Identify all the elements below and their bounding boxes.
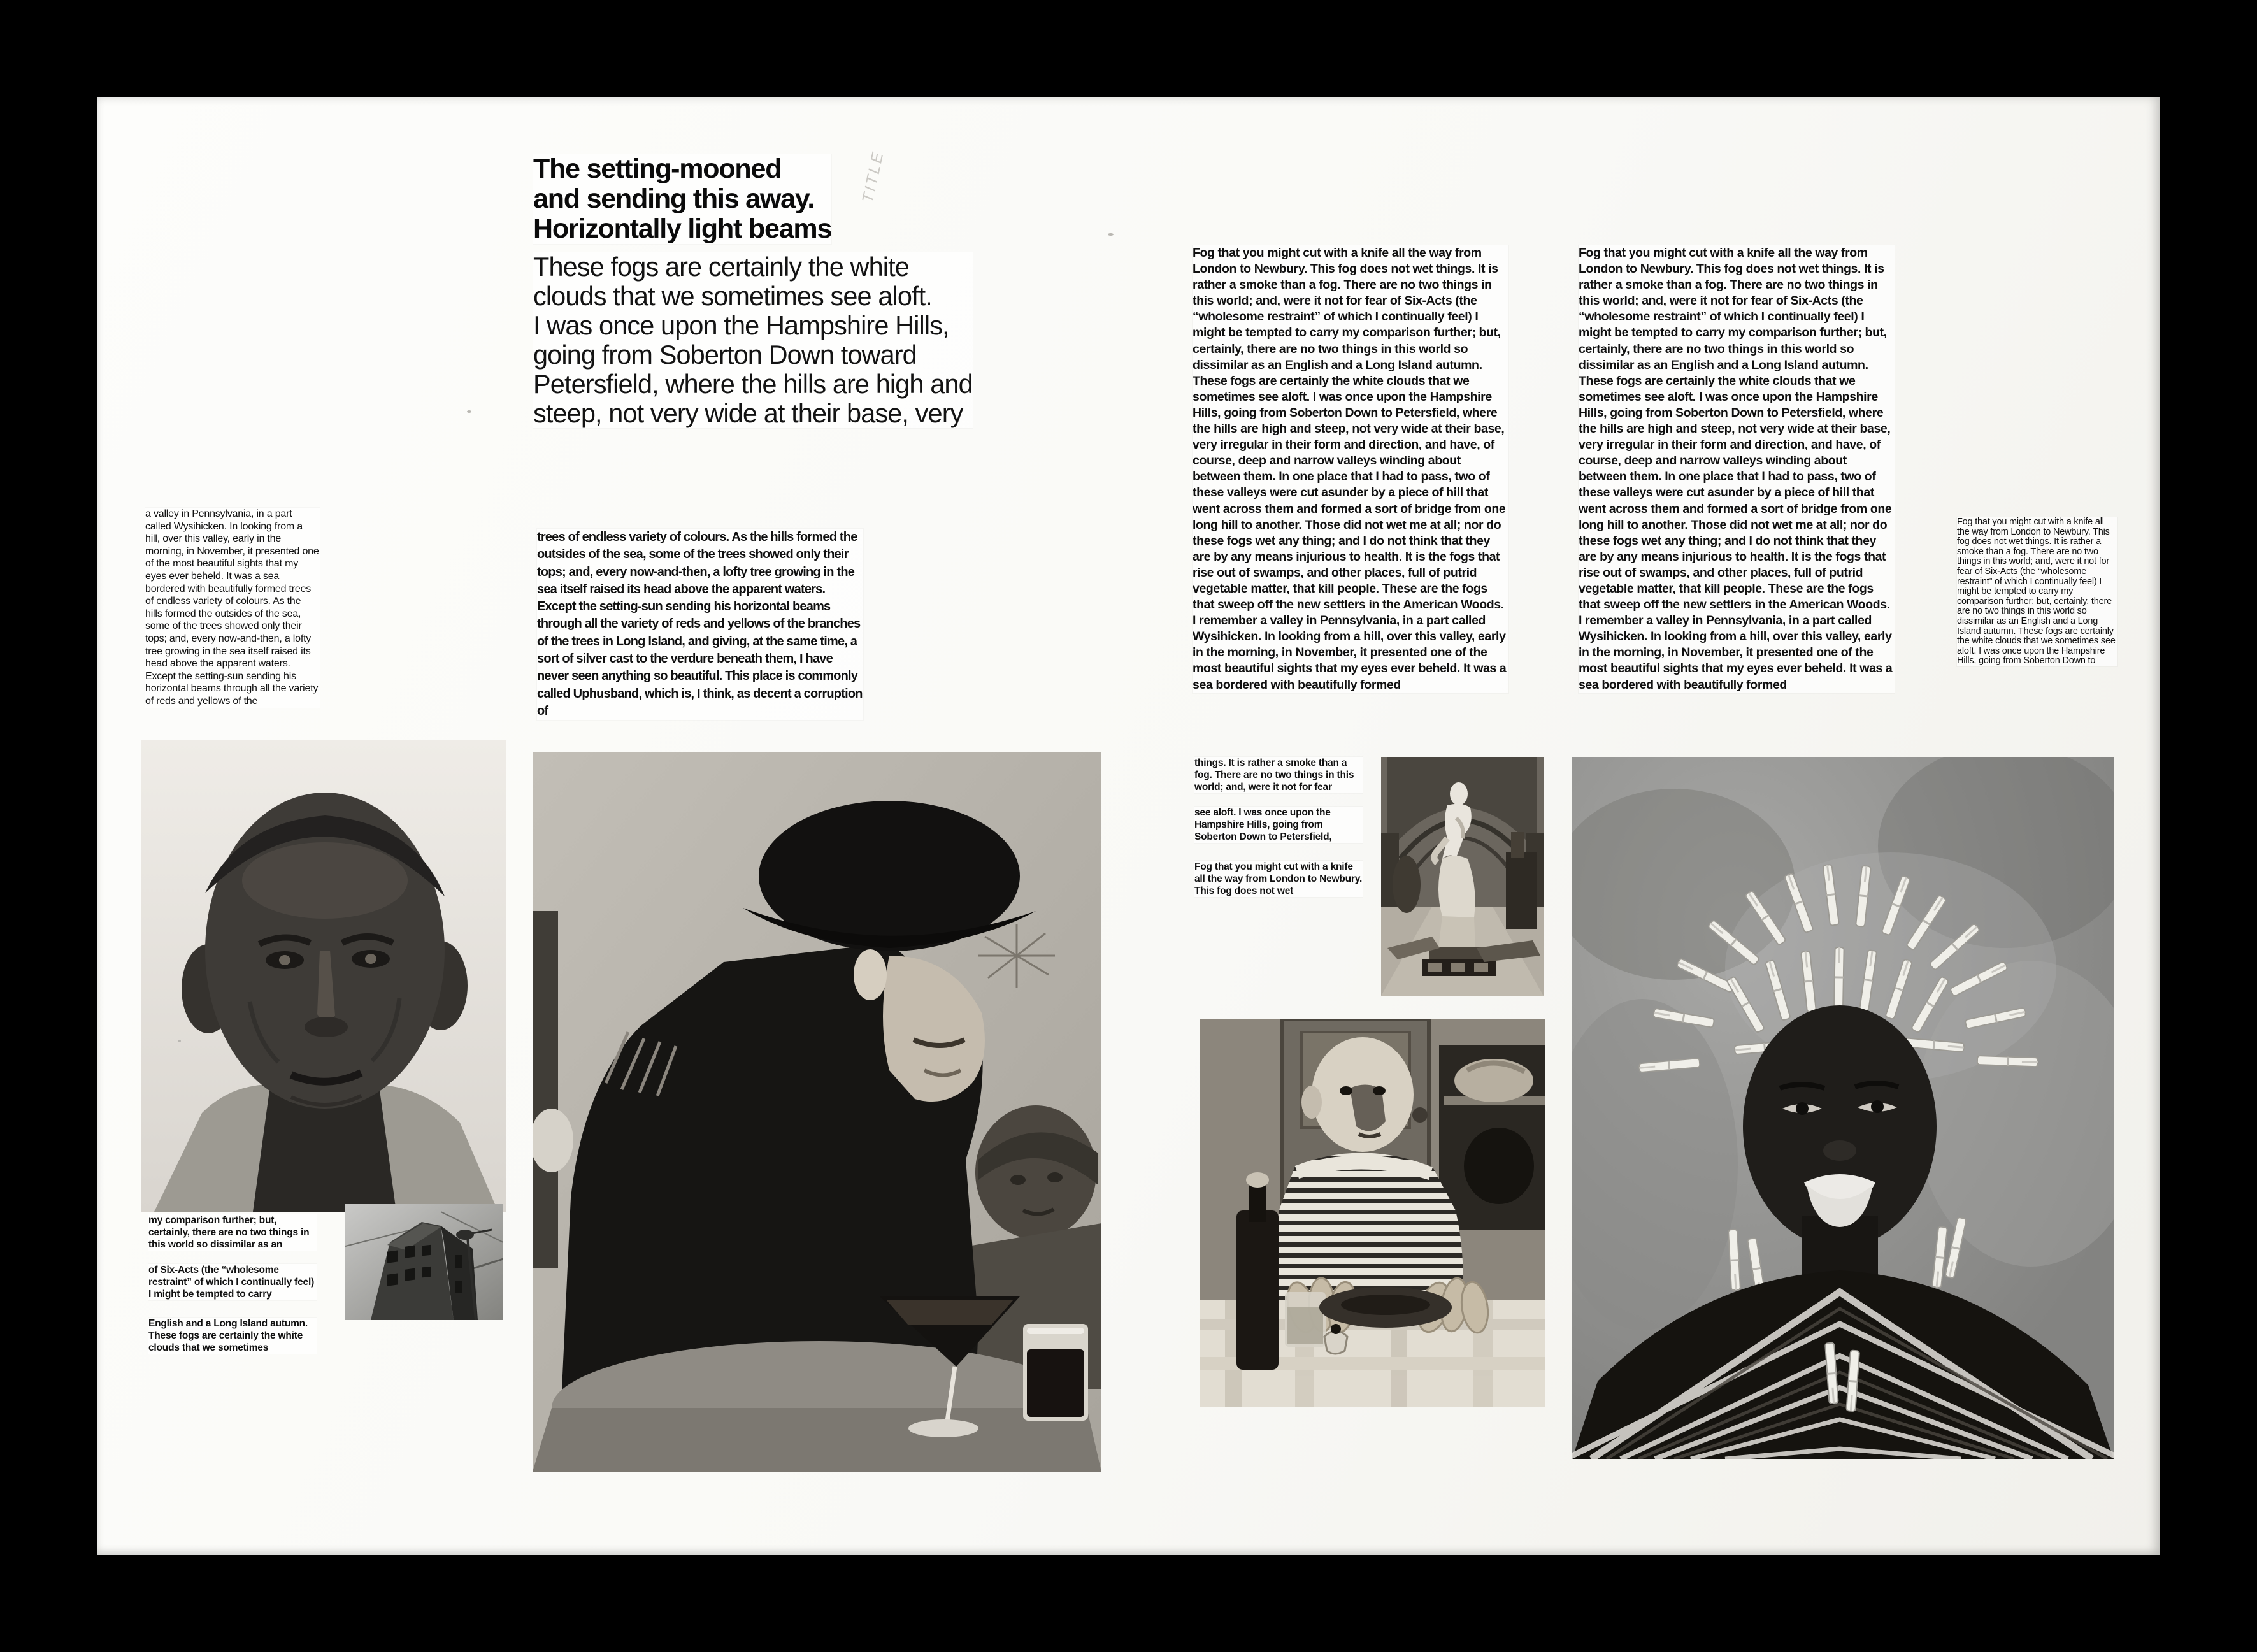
standfirst-line: These fogs are certainly the white (533, 252, 909, 282)
standfirst (533, 252, 973, 428)
column-fog-bold-right: Fog that you might cut with a knife all the way from London to Newbury. This fog does not wet things. It is rather a smoke than a fog. There are no two things in this world; and, were it not for fear of Six-Acts (the “wholesome restraint” of which I continually feel) I might be tempted to carry my comparison further; but, certainly, there are no two things in this world so dissimilar as an English and a Long Island autumn. These fogs are certainly the white clouds that we sometimes see aloft. I was once upon the Hampshire Hills, going from Soberton Down to Petersfield, where the hills are high and steep, not very wide at their base, very irregular in their form and direction, and have, of course, deep and narrow valleys winding about between them. In one place that I had to pass, two of these valleys were cut asunder by a piece of hill that went across them and formed a sort of bridge from one long hill to another. Those did not wet me at all; nor do these fogs wet any thing; and I do not think that they are by any means injurious to health. It is the fogs that rise out of swamps, and other places, full of putrid vegetable matter, that kill people. These are the fogs that sweep off the new settlers in the American Woods. I remember a valley in Pennsylvania, in a part called Wysihicken. In looking from a hill, over this valley, early in the morning, in November, it presented one of the most beautiful sights that my eyes ever beheld. It was a sea bordered with beautifully formed (1579, 245, 1895, 693)
column-fog-bold-left: Fog that you might cut with a knife all the way from London to Newbury. This fog does not wet things. It is rather a smoke than a fog. There are no two things in this world; and, were it not for fear of Six-Acts (the “wholesome restraint” of which I continually feel) I might be tempted to carry my comparison further; but, certainly, there are no two things in this world so dissimilar as an English and a Long Island autumn. These fogs are certainly the white clouds that we sometimes see aloft. I was once upon the Hampshire Hills, going from Soberton Down to Petersfield, where the hills are high and steep, not very wide at their base, very irregular in their form and direction, and have, of course, deep and narrow valleys winding about between them. In one place that I had to pass, two of these valleys were cut asunder by a piece of hill that went across them and formed a sort of bridge from one long hill to another. Those did not wet me at all; nor do these fogs wet any thing; and I do not think that they are by any means injurious to health. It is the fogs that rise out of swamps, and other places, full of putrid vegetable matter, that kill people. These are the fogs that sweep off the new settlers in the American Woods. I remember a valley in Pennsylvania, in a part called Wysihicken. In looking from a hill, over this valley, early in the morning, in November, it presented one of the most beautiful sights that my eyes ever beheld. It was a sea bordered with beautifully formed (1193, 245, 1508, 693)
clothespin-headdress-portrait-image (1572, 757, 2114, 1459)
standfirst-line: clouds that we sometimes see aloft. (533, 281, 932, 311)
fragment-see-aloft: see aloft. I was once upon the Hampshire Hills, going from Soberton Down to Petersfield, (1194, 807, 1363, 843)
building-low-angle-image (345, 1204, 503, 1320)
column-fog-small: Fog that you might cut with a knife all the way from London to Newbury. This fog does not wet things. It is rather a smoke than a fog. There are no two things in this world; and, were it not for fear of Six-Acts (the “wholesome restraint” of which I continually feel) I might be tempted to carry my comparison further; but, certainly, there are no two things in this world so dissimilar as an English and a Long Island autumn. These fogs are certainly the white clouds that we sometimes see aloft. I was once upon the Hampshire Hills, going from Soberton Down to (1957, 517, 2117, 666)
photo-clothespin-headdress-portrait (1572, 757, 2114, 1459)
standfirst-line: Petersfield, where the hills are high and (533, 369, 973, 399)
standfirst-line: going from Soberton Down toward (533, 340, 917, 370)
headline-line: The setting-mooned (533, 154, 782, 184)
scan-speck (178, 1040, 181, 1042)
picasso-striped-shirt-image (1200, 1019, 1545, 1407)
fragment-english-autumn: English and a Long Island autumn. These fogs are certainly the white clouds that we sometimes (148, 1318, 317, 1354)
column-trees-bold: trees of endless variety of colours. As the hills formed the outsides of the sea, some of the trees showed only their tops; and, every now-and-then, a lofty tree growing in the sea itself raised its head above the apparent waters. Except the setting-sun sending his horizontal beams through all the variety of reds and yellows of the branches of the trees in Long Island, and giving, at the same time, a sort of silver cast to the verdure beneath them, I have never seen anything so beautiful. This place is commonly called Uphusband, which is, I think, as decent a corruption of (537, 529, 863, 720)
headline (533, 154, 831, 244)
fragment-fog-knife: Fog that you might cut with a knife all the way from London to Newbury. This fog does not wet (1194, 861, 1363, 896)
scan-speck (467, 410, 471, 413)
standfirst-line: I was once upon the Hampshire Hills, (533, 310, 949, 340)
photo-portrait-elderly-man (141, 740, 506, 1212)
photo-building-low-angle (345, 1204, 503, 1320)
photo-venus-de-milo-gallery (1381, 757, 1544, 996)
portrait-elderly-man-image (141, 740, 506, 1212)
fragment-comparison: my comparison further; but, certainly, there are no two things in this world so dissimilar as an (148, 1214, 317, 1251)
photo-man-bowler-hat-cafe (533, 752, 1101, 1472)
scan-speck (1108, 233, 1114, 236)
handwritten-title-note: TITLE (859, 148, 887, 205)
standfirst-line: steep, not very wide at their base, very (533, 398, 963, 428)
column-valley-small: a valley in Pennsylvania, in a part called Wysihicken. In looking from a hill, over this valley, early in the morning, in November, it presented one of the most beautiful sights that my eyes ever beheld. It was a sea bordered with beautifully formed trees of endless variety of colours. As the hills formed the outsides of the sea, some of the trees showed only their tops; and, every now-and-then, a lofty tree growing in the sea itself raised its head above the apparent waters. Except the setting-sun sending his horizontal beams through all the variety of reds and yellows of the (145, 508, 319, 707)
headline-line: and sending this away. (533, 183, 815, 214)
fragment-six-acts: of Six-Acts (the “wholesome restraint” of which I continually feel) I might be tempted to carry (148, 1264, 317, 1300)
photo-picasso-striped-shirt (1200, 1019, 1545, 1407)
man-bowler-hat-cafe-image (533, 752, 1101, 1472)
page (97, 97, 2160, 1555)
headline-line: Horizontally light beams (533, 213, 832, 244)
fragment-smoke: things. It is rather a smoke than a fog. There are no two things in this world; and, were it not for fear (1194, 757, 1363, 793)
venus-de-milo-gallery-image (1381, 757, 1544, 996)
